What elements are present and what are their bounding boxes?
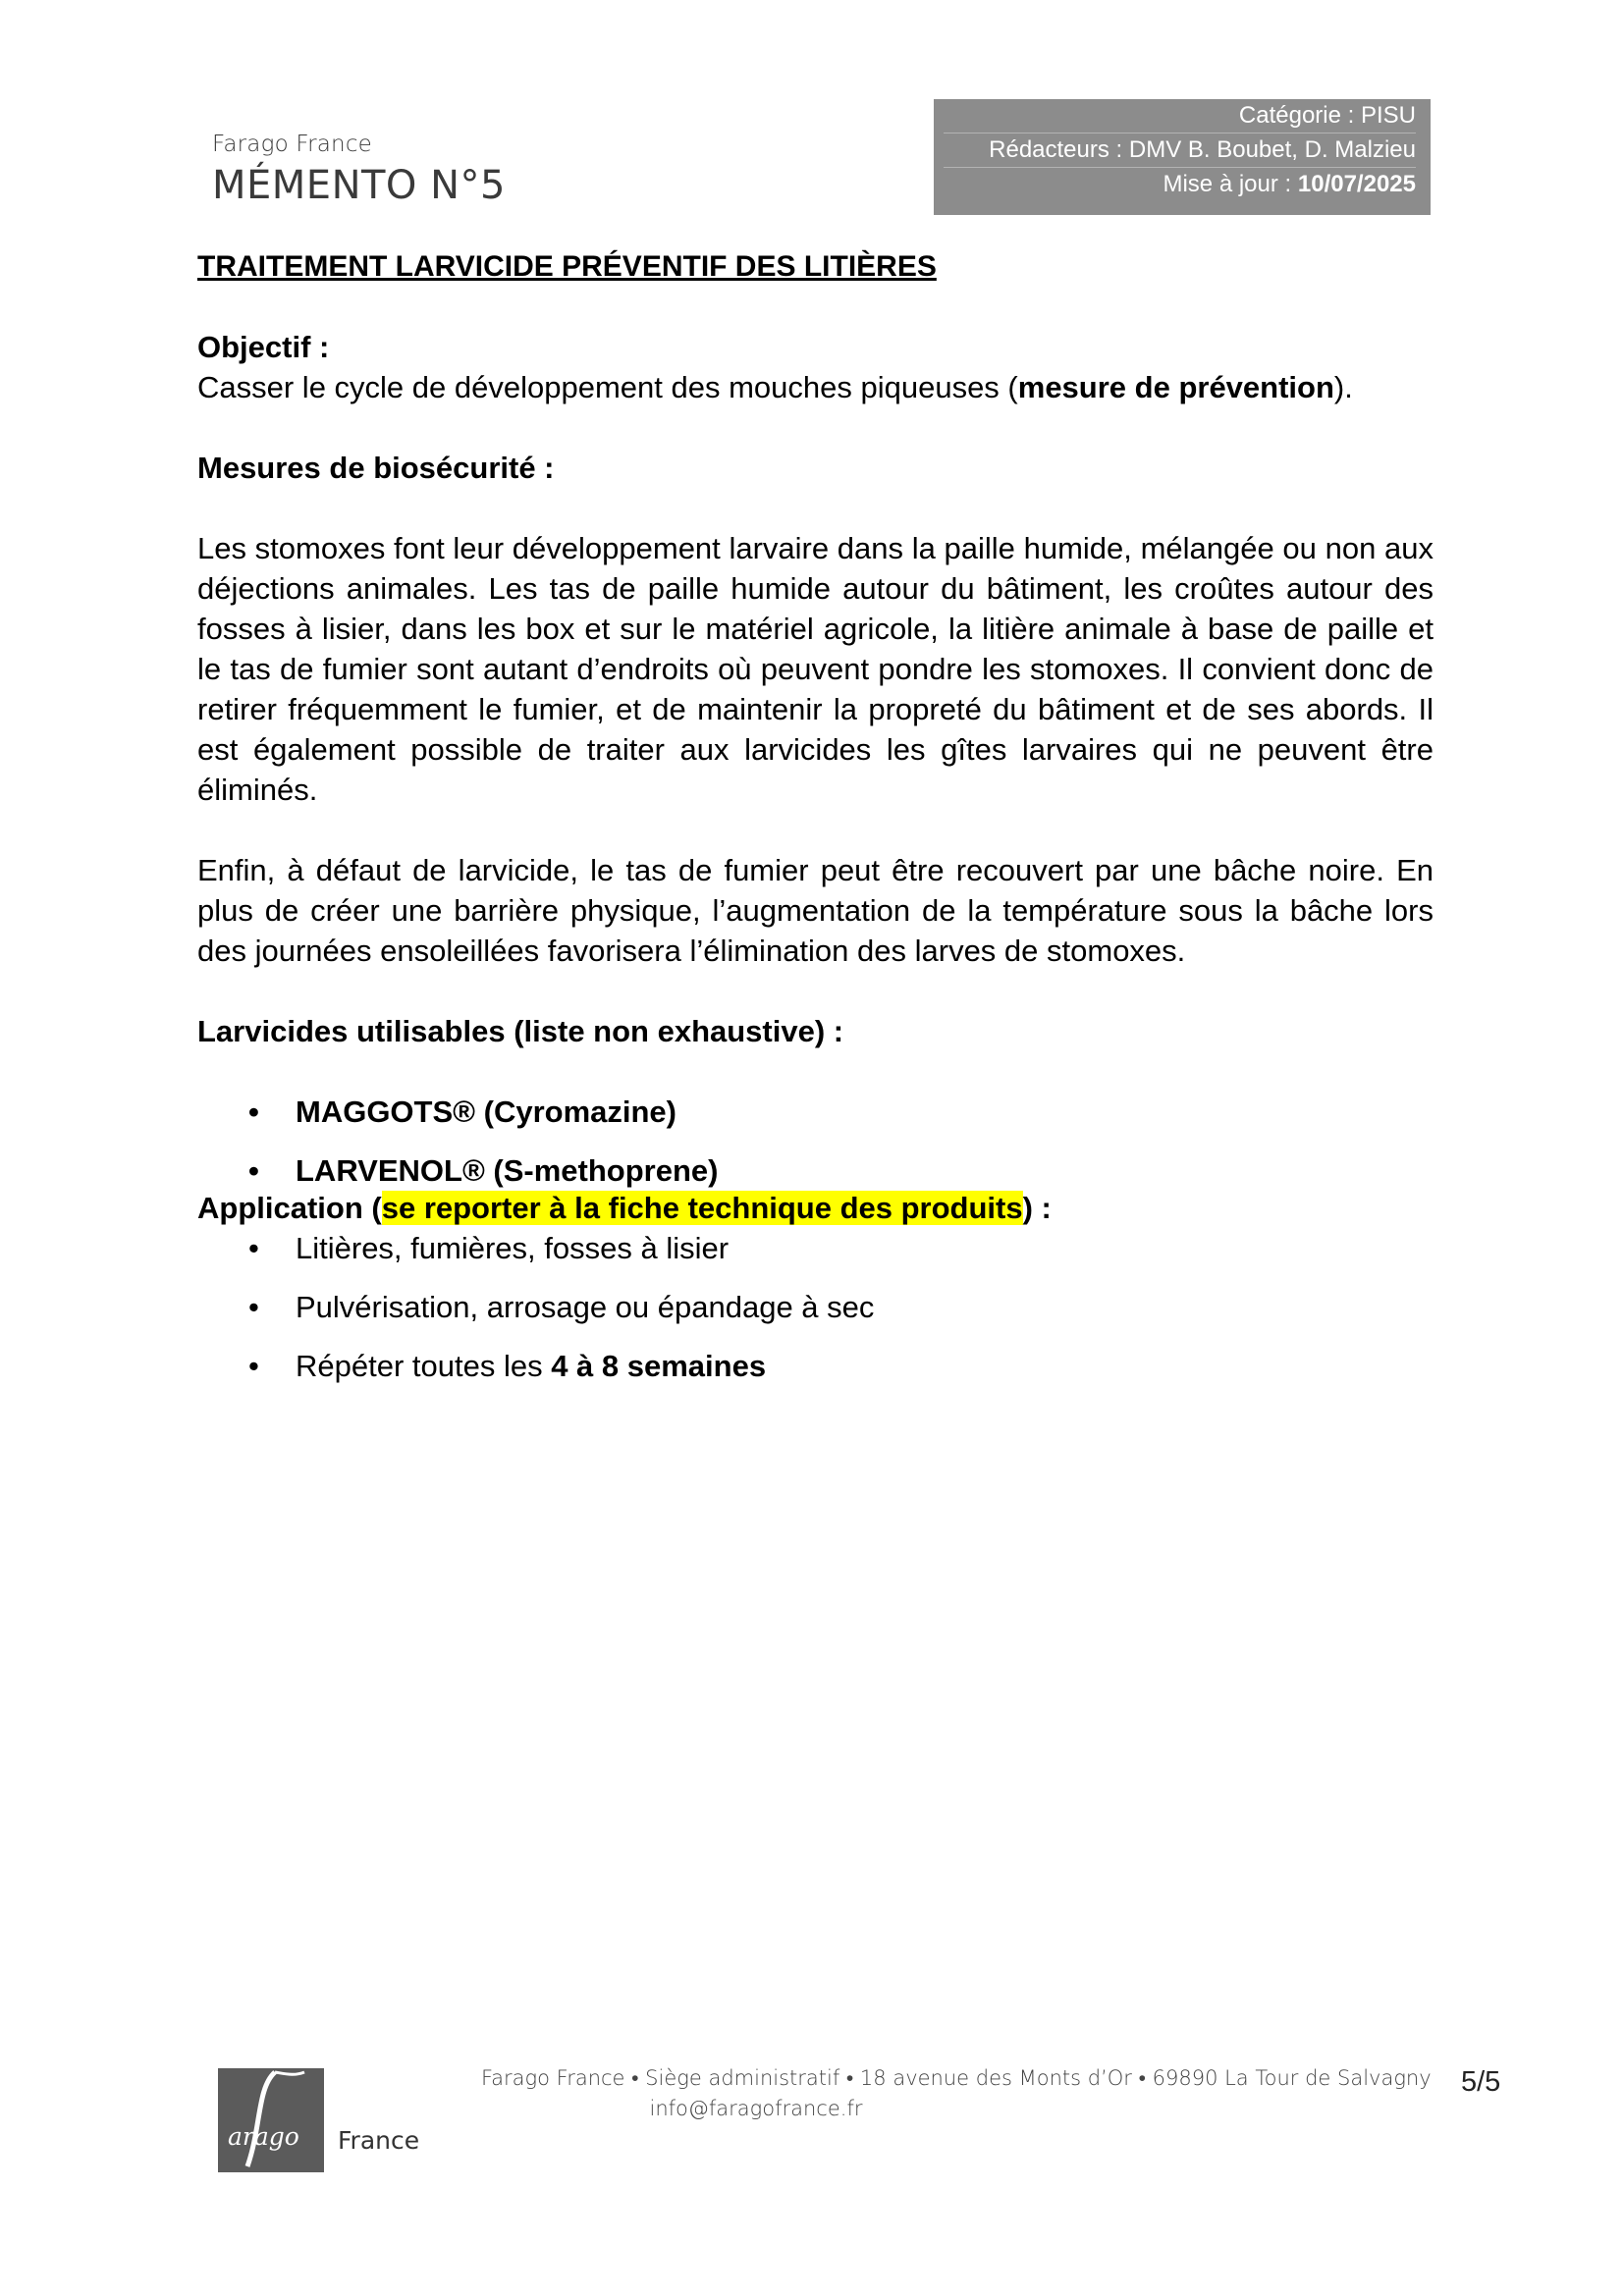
brand-name: Farago France (212, 132, 373, 157)
document-info-box (934, 99, 1431, 215)
bullet-icon: • (248, 1231, 259, 1265)
footer-address: Farago France • Siège administratif • 18 avenue des Monts d’Or • 69890 La Tour de Salvagny (481, 2066, 1432, 2090)
footer-address-block (432, 2063, 1432, 2124)
application-item-label: Répéter toutes les (296, 1349, 552, 1383)
application-end: ) : (1022, 1191, 1052, 1225)
application-highlight: se reporter à la fiche technique des produits (381, 1191, 1023, 1225)
larvicide-item-label: MAGGOTS® (Cyromazine) (296, 1095, 676, 1129)
logo-word: arago (228, 2122, 299, 2151)
document-title: MÉMENTO N°5 (212, 163, 506, 208)
update-date: 10/07/2025 (1297, 171, 1416, 197)
list-item (197, 1346, 1434, 1386)
application-item-label: Litières, fumières, fosses à lisier (296, 1231, 730, 1265)
bullet-icon: • (248, 1095, 259, 1129)
list-item (197, 1092, 1434, 1132)
authors-line: Rédacteurs : DMV B. Boubet, D. Malzieu (944, 133, 1416, 168)
list-item (197, 1150, 1434, 1191)
application-heading (197, 1188, 1434, 1228)
page-number: 5/5 (1461, 2066, 1501, 2098)
application-list (197, 1228, 1434, 1386)
main-content (197, 246, 1434, 1405)
objective-text-main: Casser le cycle de développement des mouches piqueuses ( (197, 370, 1018, 404)
update-label: Mise à jour : (1163, 171, 1298, 197)
application-item-bold: 4 à 8 semaines (551, 1349, 767, 1383)
logo-f-icon (218, 2068, 324, 2172)
larvicide-item-label: LARVENOL® (S-methoprene) (296, 1153, 719, 1188)
application-item-label: Pulvérisation, arrosage ou épandage à sec (296, 1290, 875, 1324)
biosecurity-heading: Mesures de biosécurité : (197, 451, 555, 485)
bullet-icon: • (248, 1290, 259, 1324)
application-label: Application ( (197, 1191, 382, 1225)
objective-heading: Objectif : (197, 330, 330, 364)
footer-email: info@faragofrance.fr (649, 2097, 863, 2120)
objective-text (197, 367, 1434, 407)
section-title: TRAITEMENT LARVICIDE PRÉVENTIF DES LITIÈRES (197, 250, 937, 283)
objective-text-end: ). (1333, 370, 1353, 404)
larvicides-list (197, 1092, 1434, 1191)
list-item (197, 1287, 1434, 1327)
larvicides-heading: Larvicides utilisables (liste non exhaustive) : (197, 1014, 844, 1048)
list-item (197, 1228, 1434, 1268)
bullet-icon: • (248, 1153, 259, 1188)
category-line: Catégorie : PISU (944, 99, 1416, 133)
bullet-icon: • (248, 1349, 259, 1383)
logo-label: France (338, 2126, 420, 2155)
biosecurity-paragraph-2: Enfin, à défaut de larvicide, le tas de fumier peut être recouvert par une bâche noire. En plus de créer une barrière physique, l’augmentation de la température sous la bâche lors des journées ensoleillées favorisera l’élimination des larves de stomoxes. (197, 853, 1434, 968)
update-line (944, 168, 1416, 201)
biosecurity-paragraph-1: Les stomoxes font leur développement larvaire dans la paille humide, mélangée ou non aux déjections animales. Les tas de paille humide autour du bâtiment, les croûtes autour des fosses à lisier, dans les box et sur le matériel agricole, la litière animale à base de paille et le tas de fumier sont autant d’endroits où peuvent pondre les stomoxes. Il convient donc de retirer fréquemment le fumier, et de maintenir la propreté du bâtiment et de ses abords. Il est également possible de traiter aux larvicides les gîtes larvaires qui ne peuvent être éliminés. (197, 531, 1434, 807)
farago-logo (218, 2068, 324, 2172)
objective-text-bold: mesure de prévention (1017, 370, 1334, 404)
header-brand-block (212, 132, 506, 208)
